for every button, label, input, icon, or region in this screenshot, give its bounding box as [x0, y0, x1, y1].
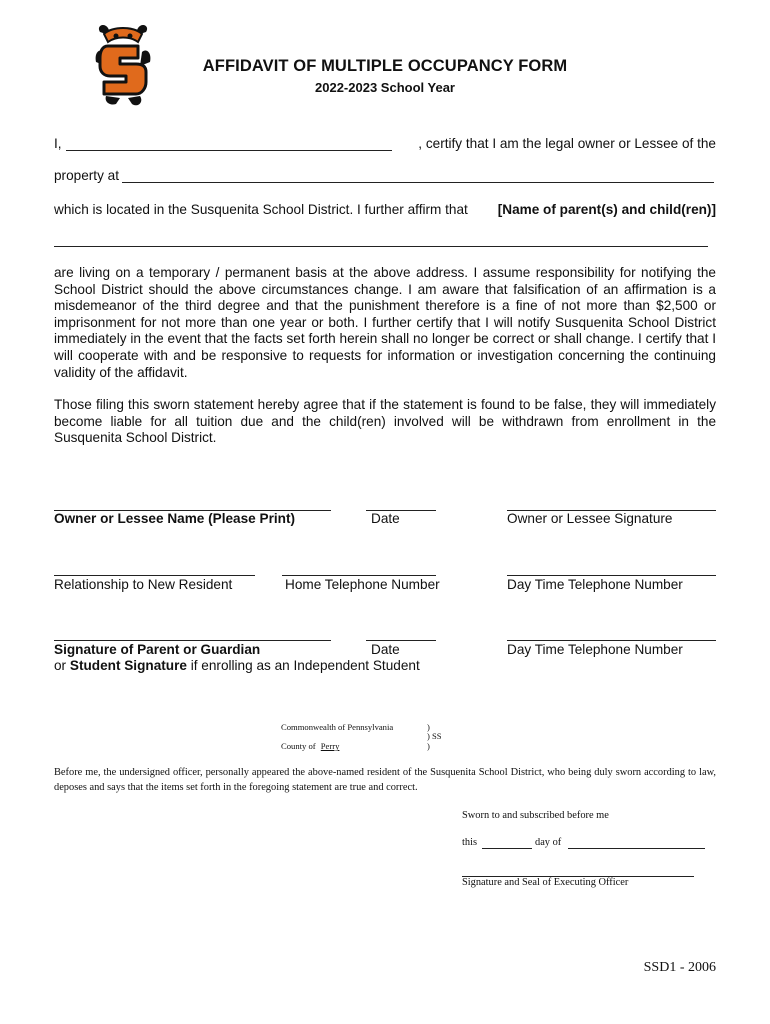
student-prefix: or — [54, 658, 67, 673]
district-bold: [Name of parent(s) and child(ren)] — [497, 202, 716, 217]
notary-statement: Before me, the undersigned officer, personally appeared the above-named resident of the Susquenita School District, who being duly sworn according to law, deposes and says that the items set forth in the foregoing statement are true and correct. — [54, 767, 716, 793]
month-field[interactable] — [568, 848, 705, 849]
commonwealth-label: Commonwealth of Pennsylvania — [281, 722, 394, 732]
sworn-label: Sworn to and subscribed before me — [462, 810, 609, 821]
home-phone-field[interactable] — [282, 575, 436, 576]
date-label-2: Date — [371, 642, 400, 657]
property-prefix: property at — [54, 168, 119, 183]
day-phone-field-1[interactable] — [507, 575, 716, 576]
day-phone-label-2: Day Time Telephone Number — [507, 642, 683, 657]
date-label-1: Date — [371, 511, 400, 526]
relationship-label: Relationship to New Resident — [54, 577, 233, 592]
day-phone-field-2[interactable] — [507, 640, 716, 641]
day-field[interactable] — [482, 848, 532, 849]
student-signature-line — [54, 658, 420, 673]
certifier-name-field[interactable] — [66, 150, 392, 151]
district-line — [54, 202, 716, 217]
affirmation-paragraph: are living on a temporary / permanent basis at the above address. I assume responsibility for notifying the School District should the above circumstances change. I am aware that falsification of an affirmation is a misdemeanor of the third degree and that the punishment therefore is a fine of not more than $2,500 or imprisonment for not more than one year or both. I further certify that I will notify Susquenita School District immediately in the event that the facts set forth herein shall no longer be correct or shall change. I certify that I will cooperate with and be responsive to requests for information or investigation concerning the continuing validity of the affidavit. — [54, 265, 716, 380]
relationship-field[interactable] — [54, 575, 255, 576]
owner-signature-label: Owner or Lessee Signature — [507, 511, 673, 526]
certify-suffix: , certify that I am the legal owner or Lessee of the — [418, 136, 716, 151]
school-year: 2022-2023 School Year — [315, 80, 455, 95]
county-value: Perry — [320, 741, 340, 751]
owner-name-label: Owner or Lessee Name (Please Print) — [54, 511, 296, 526]
parent-signature-label: Signature of Parent or Guardian — [54, 642, 261, 657]
date-field-2[interactable] — [366, 640, 436, 641]
student-bold: Student Signature — [69, 658, 187, 673]
paren-3: ) — [427, 741, 430, 751]
county-line — [281, 741, 339, 751]
parent-signature-field[interactable] — [54, 640, 331, 641]
district-text: which is located in the Susquenita School District. I further affirm that — [54, 202, 468, 217]
liability-paragraph: Those filing this sworn statement hereby agree that if the statement is found to be false, they will immediately become liable for all tuition due and the child(ren) involved will be withdrawn from enrollment in the Susquenita School District. — [54, 397, 716, 446]
parent-child-names-field[interactable] — [54, 246, 708, 247]
ss-label: ) SS — [427, 731, 442, 741]
seal-label: Signature and Seal of Executing Officer — [462, 877, 629, 888]
certify-prefix: I, — [54, 136, 62, 151]
county-label: County of — [281, 741, 316, 751]
form-code: SSD1 - 2006 — [643, 960, 716, 975]
day-phone-label-1: Day Time Telephone Number — [507, 577, 683, 592]
paren-1: ) — [427, 722, 430, 732]
home-phone-label: Home Telephone Number — [285, 577, 440, 592]
student-suffix: if enrolling as an Independent Student — [190, 658, 420, 673]
this-label: this — [462, 837, 478, 848]
form-title: AFFIDAVIT OF MULTIPLE OCCUPANCY FORM — [202, 57, 568, 75]
day-of-label: day of — [535, 837, 562, 848]
property-address-field[interactable] — [122, 182, 714, 183]
